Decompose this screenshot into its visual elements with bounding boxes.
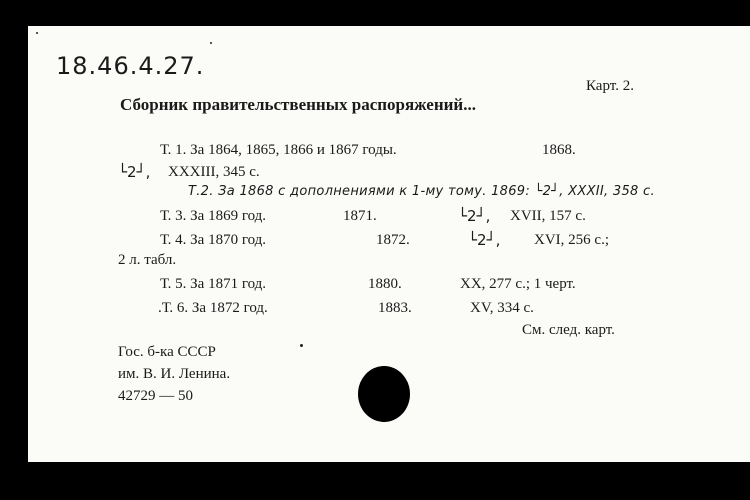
volume-1-pages: XXXIII, 345 с. (168, 164, 260, 180)
volume-1-entry: Т. 1. За 1864, 1865, 1866 и 1867 годы. (160, 142, 397, 158)
see-next-card: См. след. карт. (522, 322, 615, 338)
volume-4-count-mark: └2┘, (468, 231, 501, 249)
volume-6-entry: .Т. 6. За 1872 год. (158, 300, 268, 316)
volume-6-year: 1883. (378, 300, 412, 316)
volume-5-entry: Т. 5. За 1871 год. (160, 276, 267, 292)
library-name-line-2: им. В. И. Ленина. (118, 366, 231, 382)
catalog-card (28, 26, 750, 462)
volume-5-year: 1880. (368, 276, 402, 292)
ink-speck (36, 32, 38, 34)
library-name: Гос. б-ка СССР (118, 344, 216, 360)
volume-5-pages: XX, 277 с.; 1 черт. (460, 276, 576, 292)
volume-4-pages: XVI, 256 с.; (534, 232, 609, 248)
volume-4-year: 1872. (376, 232, 410, 248)
ink-speck (210, 42, 212, 44)
card-label: Карт. 2. (586, 78, 634, 94)
call-number: 18.46.4.27. (56, 52, 205, 80)
volume-4-tables: 2 л. табл. (118, 252, 177, 268)
volume-1-count-mark: └2┘, (118, 163, 151, 181)
volume-6-pages: XV, 334 с. (470, 300, 534, 316)
volume-2-handwritten-entry: Т.2. За 1868 с дополнениями к 1-му тому. 1869: └2┘, XXXII, 358 с. (188, 184, 655, 199)
volume-3-year: 1871. (343, 208, 377, 224)
ink-speck (300, 344, 303, 347)
volume-3-pages: XVII, 157 с. (510, 208, 586, 224)
volume-1-year: 1868. (542, 142, 576, 158)
card-title: Сборник правительственных распоряжений... (120, 95, 476, 114)
library-order-number: 42729 — 50 (118, 388, 193, 404)
ink-blot (358, 366, 410, 422)
volume-4-entry: Т. 4. За 1870 год. (160, 232, 267, 248)
volume-3-count-mark: └2┘, (458, 207, 491, 225)
volume-3-entry: Т. 3. За 1869 год. (160, 208, 267, 224)
